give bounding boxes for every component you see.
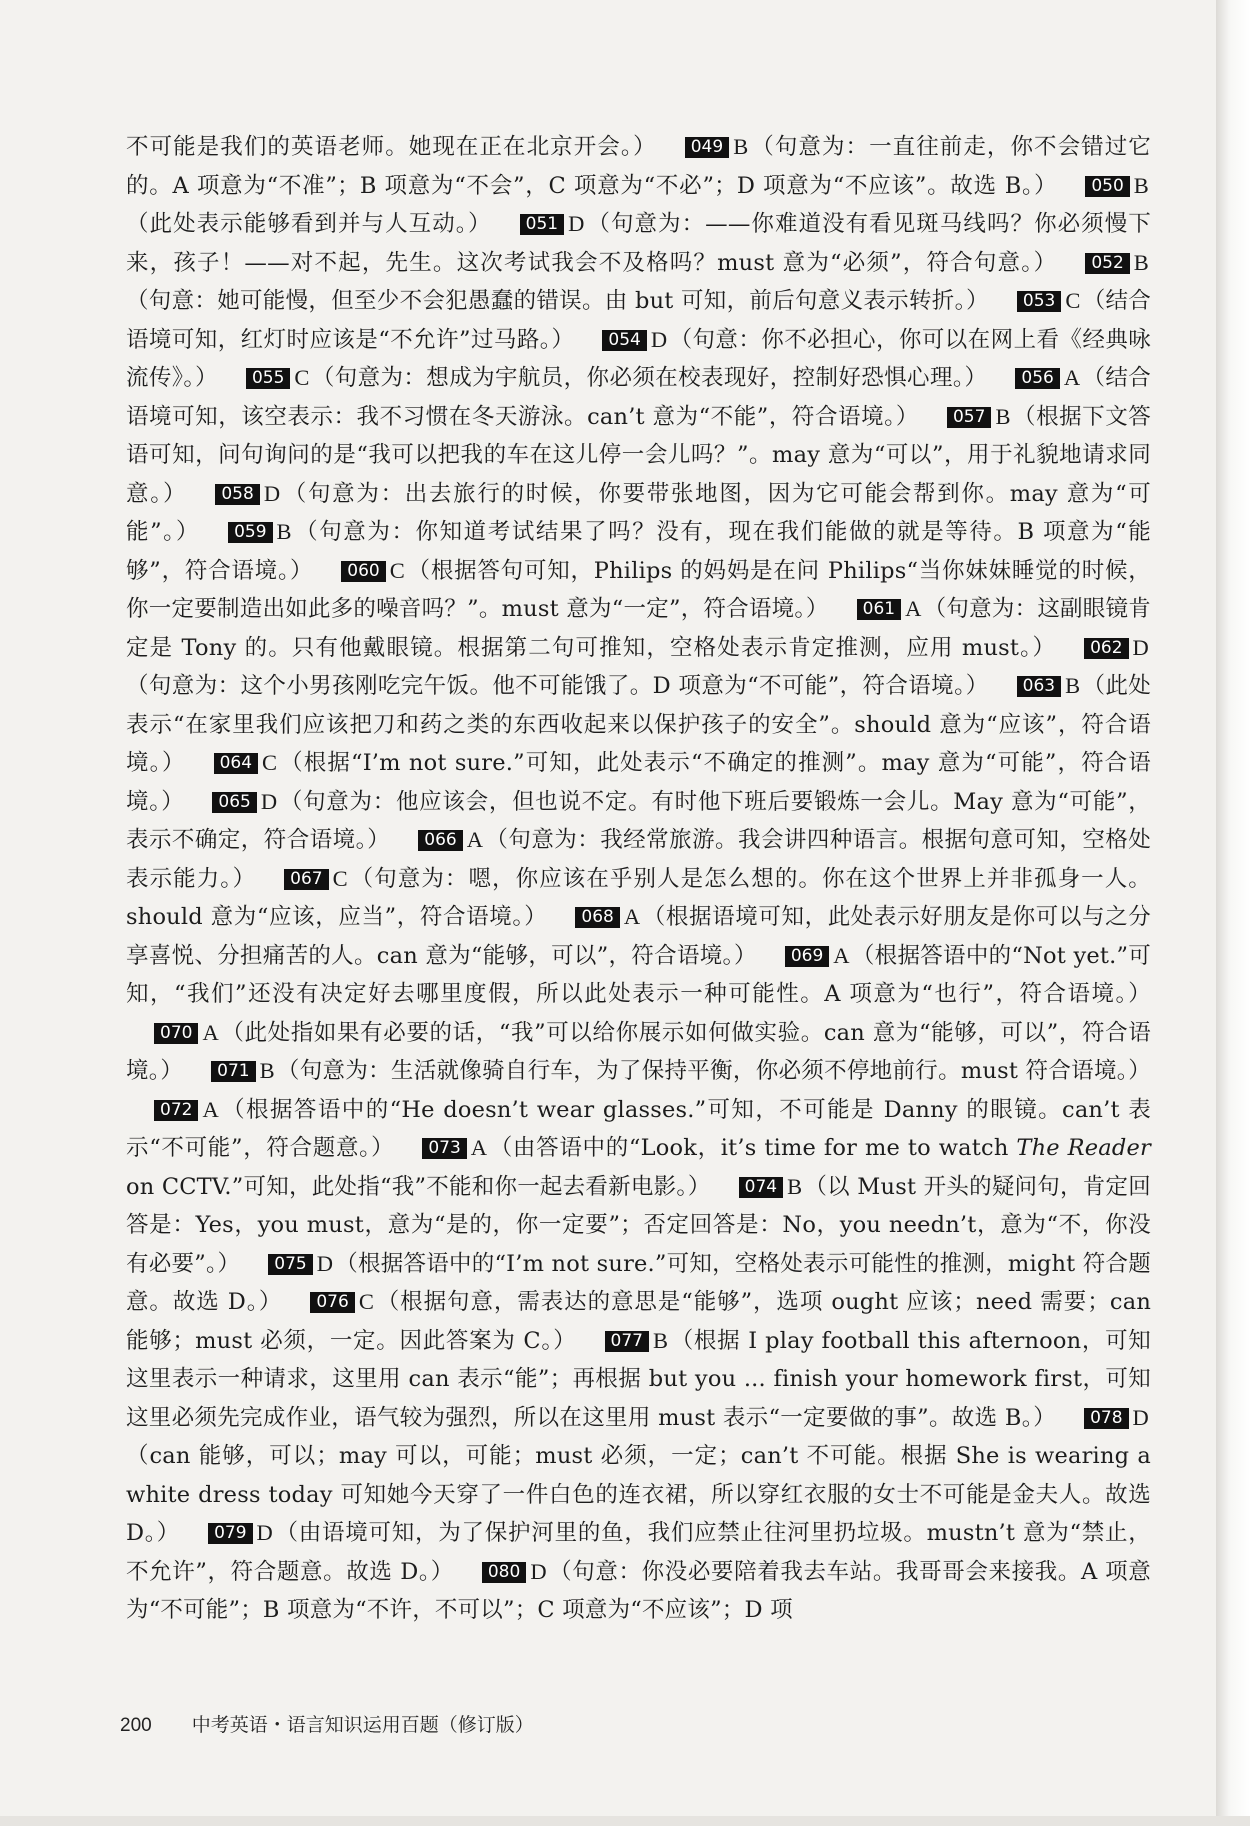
page-bottom-edge — [0, 1816, 1250, 1826]
explanation-text: （can 能够，可以；may 可以，可能；must 必须，一定；can’t 不可能。根据 She is wearing a white dress today 可知她今天穿了一件白色的连衣裙，所以穿红衣服的女士不可能是金夫人。故选 D。） — [126, 1443, 1151, 1546]
question-number-badge: 077 — [605, 1331, 649, 1352]
explanation-text: （由答语中的“Look，it’s time for me to watch — [489, 1135, 1017, 1161]
explanation-text: （句意为：他应该会，但也说不定。有时他下班后要锻炼一会儿。May 意为“可能”，表示不确定，符合语境。） — [126, 788, 1151, 853]
question-number-badge: 067 — [284, 869, 328, 890]
explanation-text: （根据答语中的“I’m not sure.”可知，空格处表示可能性的推测，might 符合题意。故选 D。） — [126, 1250, 1151, 1315]
answer-letter: B — [733, 134, 749, 159]
question-number-badge: 053 — [1017, 291, 1061, 312]
book-title: 中考英语・语言知识运用百题（修订版） — [191, 1714, 534, 1736]
explanation-text: （根据语境可知，此处表示好朋友是你可以与之分享喜悦、分担痛苦的人。can 意为“能够，可以”，符合语境。） — [126, 904, 1151, 969]
answer-letter: B — [1065, 673, 1081, 698]
page-number: 200 — [120, 1715, 152, 1736]
explanation-text: （由语境可知，为了保护河里的鱼，我们应禁止往河里扔垃圾。mustn’t 意为“禁止，不允许”，符合题意。故选 D。） — [126, 1520, 1152, 1585]
answer-letter: D — [568, 211, 585, 236]
explanation-text: （句意为：生活就像骑自行车，为了保持平衡，你必须不停地前行。must 符合语境。） — [276, 1058, 1151, 1084]
question-number-badge: 073 — [422, 1138, 466, 1159]
question-number-badge: 049 — [685, 137, 729, 158]
answer-letter: D — [1132, 634, 1149, 660]
answer-letter: B — [276, 519, 292, 544]
question-number-badge: 055 — [246, 368, 290, 389]
explanation-text: （句意为：出去旅行的时候，你要带张地图，因为它可能会帮到你。may 意为“可能”。） — [126, 480, 1151, 545]
answer-key-text — [126, 128, 1151, 1630]
explanation-text: （句意为：这副眼镜肯定是 Tony 的。只有他戴眼镜。根据第二句可推知，空格处表示肯定推测，应用 must。） — [126, 596, 1151, 661]
explanation-text: （句意为：我经常旅游。我会讲四种语言。根据句意可知，空格处表示能力。） — [126, 827, 1151, 892]
answer-letter: D — [650, 326, 668, 352]
answer-letter: C — [389, 557, 405, 583]
question-number-badge: 062 — [1084, 638, 1128, 659]
question-number-badge: 072 — [154, 1100, 198, 1121]
question-number-badge: 079 — [208, 1523, 252, 1544]
explanation-text: （根据句意，需表达的意思是“能够”，选项 ought 应该；need 需要；can 能够；must 必须，一定。因此答案为 C。） — [126, 1289, 1152, 1354]
explanation-text: （根据答句可知，Philips 的妈妈是在问 Philips“当你妹妹睡觉的时候，你一定要制造出如此多的噪音吗？”。must 意为“一定”，符合语境。） — [126, 557, 1151, 622]
explanation-text: （句意为：嗯，你应该在乎别人是怎么想的。你在这个世界上并非孤身一人。should 意为“应该，应当”，符合语境。） — [126, 865, 1151, 930]
question-number-badge: 052 — [1085, 253, 1129, 274]
question-number-badge: 064 — [214, 753, 258, 774]
question-number-badge: 076 — [310, 1292, 354, 1313]
page-edge — [1216, 0, 1250, 1826]
program-title: The Reader — [1016, 1135, 1151, 1161]
question-number-badge: 078 — [1084, 1408, 1128, 1429]
question-number-badge: 063 — [1017, 676, 1061, 697]
explanation-text: （句意为：——你难道没有看见斑马线吗？你必须慢下来，孩子！——对不起，先生。这次考试我会不及格吗？must 意为“必须”，符合句意。） — [126, 211, 1151, 276]
answer-item — [183, 1058, 1151, 1084]
explanation-text: （根据答语中的“Not yet.”可知，“我们”还没有决定好去哪里度假，所以此处表示一种可能性。A 项意为“也行”，符合语境。） — [126, 942, 1151, 1007]
explanation-text: （根据答语中的“He doesn’t wear glasses.”可知，不可能是 Danny 的眼镜。can’t 表示“不可能”，符合题意。） — [126, 1096, 1151, 1161]
question-number-badge: 059 — [228, 522, 272, 543]
question-number-badge: 069 — [785, 946, 829, 967]
answer-item — [218, 365, 987, 391]
question-number-badge: 068 — [575, 907, 619, 928]
answer-letter: A — [833, 942, 850, 968]
answer-letter: C — [358, 1289, 375, 1314]
question-number-badge: 070 — [154, 1023, 198, 1044]
answer-letter: A — [466, 827, 484, 852]
question-number-badge: 065 — [212, 792, 256, 813]
explanation-text: （根据 I play football this afternoon，可知这里表示一种请求，这里用 can 表示“能”；再根据 but you ... finish your homework first，可知这里必须先完成作业，语气较为强烈，所以在这里用 must 表示“一定要做的事”。故选 B。） — [126, 1327, 1151, 1431]
explanation-text: （句意：她可能慢，但至少不会犯愚蠢的错误。由 but 可知，前后句意义表示转折。） — [126, 288, 989, 314]
answer-letter: D — [256, 1520, 273, 1545]
answer-letter: C — [332, 865, 348, 891]
question-number-badge: 075 — [268, 1254, 312, 1275]
explanation-text: （句意：你没必要陪着我去车站。我哥哥会来接我。A 项意为“不可能”；B 项意为“不许，不可以”；C 项意为“不应该”；D 项 — [126, 1558, 1151, 1623]
question-number-badge: 066 — [418, 830, 462, 851]
answer-letter: B — [259, 1058, 275, 1083]
answer-letter: D — [1132, 1404, 1149, 1430]
question-number-badge: 051 — [520, 214, 564, 235]
answer-letter: B — [787, 1173, 803, 1199]
question-number-badge: 080 — [482, 1562, 526, 1583]
question-number-badge: 057 — [947, 407, 991, 428]
answer-letter: D — [263, 480, 281, 506]
answer-letter: B — [995, 403, 1011, 429]
explanation-text: （以 Must 开头的疑问句，肯定回答是：Yes，you must，意为“是的，你一定要”；否定回答是：No，you needn’t，意为“不，你没有必要”。） — [126, 1173, 1151, 1277]
page-footer — [120, 1710, 534, 1737]
answer-letter: D — [316, 1250, 334, 1276]
question-number-badge: 071 — [211, 1061, 255, 1082]
explanation-text: （根据“I’m not sure.”可知，此处表示“不确定的推测”。may 意为“可能”，符合语境。） — [126, 750, 1151, 815]
explanation-text: on CCTV.”可知，此处指“我”不能和你一起去看新电影。） — [126, 1173, 711, 1200]
explanation-text: （此处表示“在家里我们应该把刀和药之类的东西收起来以保护孩子的安全”。should 意为“应该”，符合语境。） — [126, 673, 1151, 776]
explanation-text: （句意为：一直往前走，你不会错过它的。A 项意为“不准”；B 项意为“不会”，C 项意为“不必”；D 项意为“不应该”。故选 B。） — [126, 134, 1151, 199]
question-number-badge: 058 — [215, 484, 259, 505]
explanation-text: （根据下文答语可知，问句询问的是“我可以把我的车在这儿停一会儿吗？”。may 意为“可以”，用于礼貌地请求同意。） — [126, 403, 1151, 507]
answer-letter: A — [1063, 365, 1081, 390]
explanation-text: （句意为：你知道考试结果了吗？没有，现在我们能做的就是等待。B 项意为“能够”，符合语境。） — [126, 519, 1151, 584]
answer-letter: D — [530, 1558, 547, 1584]
explanation-text: （句意为：想成为宇航员，你必须在校表现好，控制好恐惧心理。） — [311, 365, 988, 391]
answer-letter: A — [202, 1096, 219, 1122]
explanation-text: （句意为：这个小男孩刚吃完午饭。他不可能饿了。D 项意为“不可能”，符合语境。） — [126, 673, 989, 699]
answer-letter: C — [294, 365, 310, 390]
explanation-text: （结合语境可知，红灯时应该是“不允许”过马路。） — [126, 288, 1151, 353]
question-number-badge: 054 — [602, 330, 646, 351]
answers-list — [126, 134, 1151, 1623]
question-number-badge: 074 — [739, 1177, 783, 1198]
explanation-text: （此处指如果有必要的话，“我”可以给你展示如何做实验。can 意为“能够，可以”，符合语境。） — [126, 1019, 1151, 1084]
answer-letter: A — [470, 1135, 488, 1160]
answer-letter: C — [262, 750, 278, 775]
answer-letter: A — [202, 1019, 219, 1045]
answer-letter: D — [260, 788, 278, 814]
lead-text: 不可能是我们的英语老师。她现在正在北京开会。） — [126, 134, 657, 160]
question-number-badge: 060 — [341, 561, 385, 582]
answer-letter: A — [623, 904, 641, 929]
explanation-text: （此处表示能够看到并与人互动。） — [126, 211, 492, 237]
question-number-badge: 050 — [1085, 176, 1129, 197]
explanation-text: （结合语境可知，该空表示：我不习惯在冬天游泳。can’t 意为“不能”，符合语境。） — [126, 365, 1151, 430]
question-number-badge: 061 — [857, 599, 901, 620]
answer-letter: B — [652, 1327, 669, 1353]
answer-letter: C — [1065, 288, 1081, 313]
answer-letter: A — [905, 596, 922, 621]
explanation-text: （句意：你不必担心，你可以在网上看《经典咏流传》。） — [126, 326, 1151, 391]
answer-letter: B — [1133, 249, 1149, 275]
answer-letter: B — [1133, 172, 1149, 198]
question-number-badge: 056 — [1015, 368, 1059, 389]
